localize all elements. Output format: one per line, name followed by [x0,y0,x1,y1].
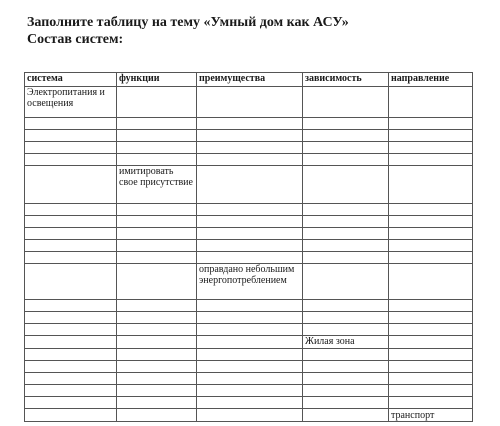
table-cell [303,349,389,361]
table-cell [303,142,389,154]
table-cell [389,166,473,204]
table-row [25,118,473,130]
table-row [25,349,473,361]
table-row [25,361,473,373]
table-cell [303,166,389,204]
table-cell [389,264,473,300]
table-cell [25,154,117,166]
table-cell [25,397,117,409]
table-row [25,154,473,166]
table-cell [303,204,389,216]
table-row [25,228,473,240]
table-cell [303,252,389,264]
cell-system-power-lighting: Электропитания и освещения [25,87,117,118]
table-cell [303,373,389,385]
table-cell [303,264,389,300]
column-header-dependency: зависимость [303,73,389,87]
table-cell [197,87,303,118]
systems-table [24,72,473,422]
table-cell [303,118,389,130]
column-header-system: система [25,73,117,87]
table-cell [389,361,473,373]
column-header-direction: направление [389,73,473,87]
table-cell [25,312,117,324]
table-row [25,324,473,336]
table-cell [25,324,117,336]
table-cell [117,240,197,252]
table-cell [117,130,197,142]
table-cell [197,336,303,349]
table-cell [117,361,197,373]
table-cell [197,373,303,385]
table-cell [389,312,473,324]
table-cell [25,240,117,252]
table-cell [389,154,473,166]
table-cell [303,228,389,240]
table-cell [303,361,389,373]
table-cell [389,385,473,397]
table-cell [303,324,389,336]
table-cell [303,87,389,118]
cell-dependency-living-zone: Жилая зона [303,336,389,349]
table-row [25,204,473,216]
table-cell [117,336,197,349]
table-row [25,373,473,385]
table-cell [117,397,197,409]
table-cell [389,252,473,264]
table-row [25,397,473,409]
table-row [25,264,473,300]
table-cell [197,361,303,373]
table-row [25,300,473,312]
table-cell [389,324,473,336]
table-cell [303,130,389,142]
table-cell [117,264,197,300]
table-row [25,240,473,252]
table-cell [303,312,389,324]
table-cell [389,228,473,240]
table-row [25,130,473,142]
table-row [25,252,473,264]
table-cell [197,252,303,264]
table-cell [303,385,389,397]
table-cell [197,154,303,166]
heading [27,14,349,48]
table-cell [197,228,303,240]
table-cell [389,87,473,118]
table-cell [117,312,197,324]
table-cell [25,264,117,300]
table-cell [389,240,473,252]
table-cell [25,166,117,204]
table-cell [389,118,473,130]
table-row [25,216,473,228]
table-cell [25,385,117,397]
table-row [25,385,473,397]
table-cell [197,118,303,130]
table-cell [197,349,303,361]
table-cell [25,361,117,373]
table-row [25,166,473,204]
table-cell [117,87,197,118]
cell-direction-transport: транспорт [389,409,473,422]
table-cell [389,336,473,349]
table-cell [117,142,197,154]
table-cell [303,240,389,252]
table-cell [197,142,303,154]
table-row [25,409,473,422]
table-cell [303,300,389,312]
table-cell [117,228,197,240]
table-cell [25,409,117,422]
table-cell [197,324,303,336]
cell-advantage-low-energy: оправдано небольшим энергопотреблением [197,264,303,300]
table-cell [117,204,197,216]
table-cell [389,300,473,312]
table-cell [25,373,117,385]
table-cell [197,130,303,142]
table-cell [303,409,389,422]
table-cell [197,240,303,252]
table-cell [389,204,473,216]
table-cell [117,385,197,397]
table-cell [117,373,197,385]
table-cell [197,409,303,422]
table-cell [117,252,197,264]
table-cell [197,216,303,228]
table-cell [389,349,473,361]
table-cell [117,216,197,228]
table-cell [197,166,303,204]
table-cell [25,349,117,361]
table-cell [303,216,389,228]
column-header-functions: функции [117,73,197,87]
table-cell [25,300,117,312]
table-cell [197,300,303,312]
table-cell [117,409,197,422]
cell-function-presence-imitation: имитировать свое присутствие [117,166,197,204]
table-cell [197,204,303,216]
table-cell [25,228,117,240]
task-subtitle: Состав систем: [27,32,124,47]
table-cell [389,142,473,154]
table-row [25,142,473,154]
table-cell [25,216,117,228]
column-header-advantages: преимущества [197,73,303,87]
table-cell [25,130,117,142]
table-header-row [25,73,473,87]
table-cell [117,300,197,312]
table-cell [389,397,473,409]
table-cell [25,336,117,349]
table-cell [25,252,117,264]
table-cell [117,349,197,361]
table-row [25,336,473,349]
table-cell [197,385,303,397]
table-row [25,87,473,118]
table-cell [25,118,117,130]
table-cell [25,204,117,216]
table-cell [389,130,473,142]
table-cell [197,312,303,324]
table-cell [389,373,473,385]
table-cell [197,397,303,409]
table-cell [303,397,389,409]
table-cell [25,142,117,154]
table-cell [303,154,389,166]
table-cell [117,154,197,166]
table-cell [389,216,473,228]
table-row [25,312,473,324]
table-cell [117,324,197,336]
task-title: Заполните таблицу на тему «Умный дом как АСУ» [27,15,349,30]
table-cell [117,118,197,130]
